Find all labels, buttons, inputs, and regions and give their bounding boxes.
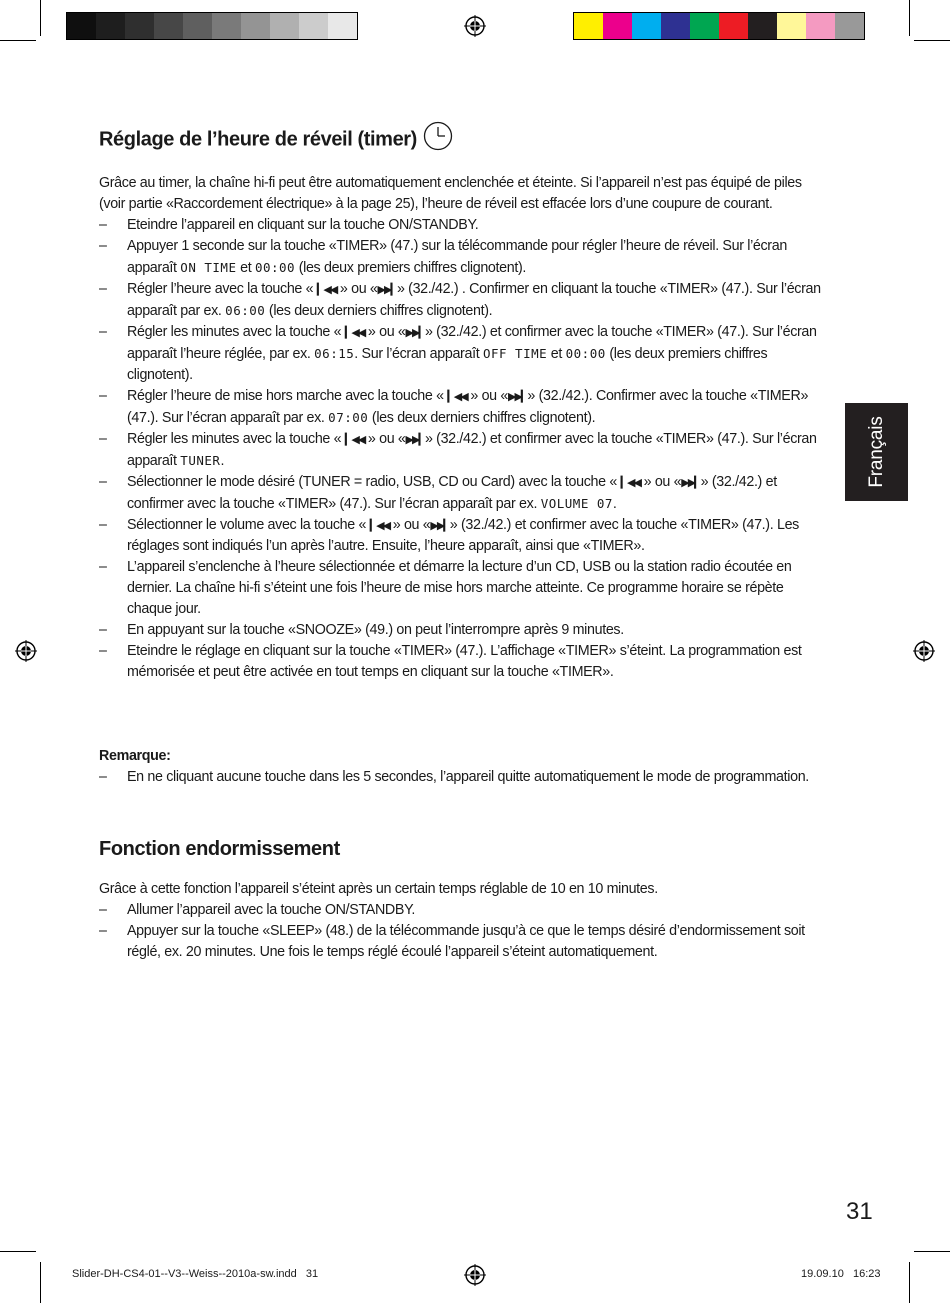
lcd-text: VOLUME 07 — [540, 496, 613, 511]
skip-next-icon: ▶▶▎ — [508, 390, 528, 403]
color-swatch — [603, 13, 632, 39]
color-swatch — [632, 13, 661, 39]
lcd-text: ON TIME — [180, 260, 237, 275]
gray-swatch — [299, 13, 328, 39]
crop-mark — [40, 1262, 41, 1303]
text: Sélectionner le mode désiré (TUNER = radio, USB, CD ou Card) avec la touche « — [127, 474, 621, 490]
lcd-text: 07:00 — [328, 410, 369, 425]
list-item: – En ne cliquant aucune touche dans les 5 secondes, l’appareil quitte automatiquement le mode de programmation. — [99, 767, 824, 788]
list-item — [99, 429, 824, 472]
gray-swatch — [183, 13, 212, 39]
lcd-text: 06:15 — [314, 346, 355, 361]
skip-next-icon: ▶▶▎ — [405, 326, 425, 339]
timer-steps — [99, 215, 824, 683]
color-swatch — [690, 13, 719, 39]
page-number: 31 — [846, 1198, 873, 1225]
crop-mark — [0, 40, 36, 41]
crop-mark — [40, 0, 41, 36]
list-item — [99, 386, 824, 429]
gray-swatch — [67, 13, 96, 39]
crop-mark — [909, 0, 910, 36]
remark-title: Remarque: — [99, 748, 171, 764]
skip-previous-icon: ▎◀◀ — [344, 433, 365, 446]
list-item: – Eteindre le réglage en cliquant sur la touche «TIMER» (47.). L’affichage «TIMER» s’éteint. La programmation est mémorisée et peut être activée en tout temps en cliquant sur la touche «TIMER». — [99, 641, 824, 683]
text: » ou « — [466, 388, 509, 404]
skip-previous-icon: ▎◀◀ — [344, 326, 365, 339]
language-tab-label: Français — [865, 416, 887, 488]
text: . — [612, 496, 617, 512]
gray-swatch — [241, 13, 270, 39]
crop-mark — [0, 1251, 36, 1252]
list-item: – Eteindre l’appareil en cliquant sur la touche ON/STANDBY. — [99, 215, 824, 236]
color-swatch — [574, 13, 603, 39]
text: Régler les minutes avec la touche « — [127, 431, 345, 447]
skip-previous-icon: ▎◀◀ — [620, 476, 640, 489]
registration-mark-icon — [464, 15, 486, 37]
text: » (32./42.) et confirmer avec la touche «TIMER» (47.). Les réglages sont indiqués l’un après l’autre. Ensuite, l’heure apparaît, ainsi que «TIMER». — [127, 517, 799, 554]
text: » ou « — [639, 474, 682, 490]
color-swatch — [777, 13, 806, 39]
timer-intro: Grâce au timer, la chaîne hi-fi peut être automatiquement enclenchée et éteinte. Si l’appareil n’est pas équipé de piles (voir partie «Raccordement électrique» à la page 25), l’heure de réveil est effacée lors d’une coupure de courant. — [99, 175, 802, 212]
text: et — [236, 260, 255, 276]
lcd-text: OFF TIME — [482, 346, 548, 361]
text: Régler l’heure de mise hors marche avec la touche « — [127, 388, 448, 404]
crop-mark — [914, 1251, 950, 1252]
list-item: – Appuyer sur la touche «SLEEP» (48.) de la télécommande jusqu’à ce que le temps désiré d’endormissement soit réglé, ex. 20 minutes. Une fois le temps réglé écoulé l’appareil s’éteint automatiquement. — [99, 921, 824, 963]
list-item: – L’appareil s’enclenche à l’heure sélectionnée et démarre la lecture d’un CD, USB ou la station radio écoutée en dernier. La chaîne hi-fi s’éteint une fois l’heure de mise hors marche atteinte. Ce programme horaire se répète chaque jour. — [99, 557, 824, 620]
text: » ou « — [364, 431, 406, 447]
remark-list — [99, 767, 824, 788]
text: » ou « — [389, 517, 431, 533]
process-color-bar — [573, 12, 865, 40]
color-swatch — [719, 13, 748, 39]
color-swatch — [661, 13, 690, 39]
sleep-intro: Grâce à cette fonction l’appareil s’éteint après un certain temps réglable de 10 en 10 minutes. — [99, 881, 658, 897]
list-item — [99, 279, 824, 322]
skip-previous-icon: ▎◀◀ — [369, 519, 390, 532]
section-title-sleep: Fonction endormissement — [99, 838, 340, 860]
lcd-text: TUNER — [180, 453, 221, 468]
text: . — [220, 453, 225, 469]
registration-mark-icon — [464, 1264, 486, 1286]
gray-swatch — [96, 13, 125, 39]
text: » (32./42.) et confirmer avec la touche «TIMER» (47.). Sur l’écran apparaît l’heure réglée, par ex. — [127, 324, 817, 362]
sleep-steps — [99, 900, 824, 963]
color-swatch — [748, 13, 777, 39]
clock-icon — [423, 121, 453, 151]
skip-next-icon: ▶▶▎ — [405, 433, 425, 446]
text: (les deux premiers chiffres clignotent). — [295, 260, 527, 276]
section-title-timer — [99, 125, 824, 155]
footer-date: 19.09.10 16:23 — [801, 1268, 881, 1280]
list-item: – En appuyant sur la touche «SNOOZE» (49.) on peut l’interrompre après 9 minutes. — [99, 620, 824, 641]
gray-swatch — [154, 13, 183, 39]
text: » ou « — [364, 324, 406, 340]
gray-swatch — [270, 13, 299, 39]
lcd-text: 00:00 — [254, 260, 296, 275]
text: » (32./42.) . Confirmer en cliquant la touche «TIMER» (47.). Sur l’écran apparaît par ex. — [127, 281, 821, 319]
text: Régler l’heure avec la touche « — [127, 281, 317, 297]
color-swatch — [806, 13, 835, 39]
list-item — [99, 515, 824, 557]
list-item — [99, 322, 824, 386]
lcd-text: 06:00 — [225, 303, 266, 318]
list-item: – Allumer l’appareil avec la touche ON/STANDBY. — [99, 900, 824, 921]
text: et — [547, 346, 566, 362]
text: Appuyer 1 seconde sur la touche «TIMER» (47.) sur la télécommande pour régler l’heure de réveil. Sur l’écran apparaît — [127, 238, 787, 276]
section-title-text: Réglage de l’heure de réveil (timer) — [99, 128, 417, 151]
page-content — [99, 125, 824, 963]
skip-previous-icon: ▎◀◀ — [447, 390, 467, 403]
registration-mark-icon — [15, 640, 37, 662]
text: (les deux derniers chiffres clignotent). — [265, 303, 493, 319]
list-item — [99, 472, 824, 515]
text: . Sur l’écran apparaît — [354, 346, 483, 362]
list-item — [99, 236, 824, 279]
lcd-text: 00:00 — [565, 346, 606, 361]
footer-filename: Slider-DH-CS4-01--V3--Weiss--2010a-sw.indd 31 — [72, 1268, 319, 1280]
text: » (32./42.) et confirmer avec la touche «TIMER» (47.). Sur l’écran apparaît par ex. — [127, 474, 777, 512]
text: » ou « — [336, 281, 378, 297]
gray-swatch — [212, 13, 241, 39]
text: Régler les minutes avec la touche « — [127, 324, 345, 340]
skip-next-icon: ▶▶▎ — [377, 283, 397, 296]
skip-next-icon: ▶▶▎ — [430, 519, 450, 532]
text: (les deux premiers chiffres clignotent). — [127, 346, 768, 383]
grayscale-bar — [66, 12, 358, 40]
text: » (32./42.). Confirmer avec la touche «TIMER» (47.). Sur l’écran apparaît par ex. — [127, 388, 809, 426]
text: Sélectionner le volume avec la touche « — [127, 517, 370, 533]
skip-previous-icon: ▎◀◀ — [316, 283, 337, 296]
text: (les deux derniers chiffres clignotent). — [368, 410, 596, 426]
language-tab — [845, 403, 908, 501]
color-swatch — [835, 13, 864, 39]
registration-mark-icon — [913, 640, 935, 662]
text: » (32./42.) et confirmer avec la touche «TIMER» (47.). Sur l’écran apparaît — [127, 431, 817, 469]
crop-mark — [914, 40, 950, 41]
skip-next-icon: ▶▶▎ — [681, 476, 701, 489]
crop-mark — [909, 1262, 910, 1303]
gray-swatch — [328, 13, 357, 39]
gray-swatch — [125, 13, 154, 39]
